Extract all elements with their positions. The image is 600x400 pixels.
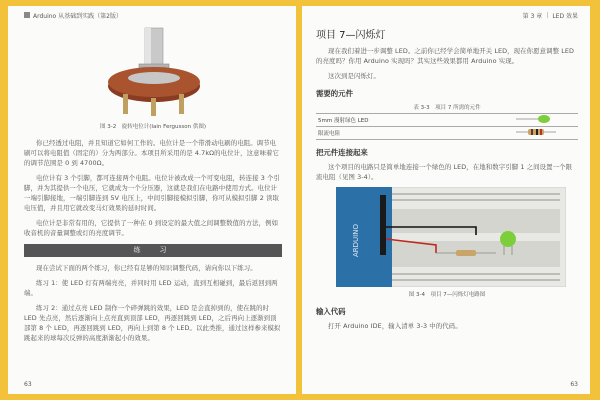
intro-paragraph: 现在我们着进一步调整 LED。之前你已经学会简单地开关 LED，现在你愿意调整 LED 的亮度吗？你用 Arduino 实现吗？其实这些效果都用 Arduino 实现。 [316, 47, 575, 65]
exercise-item: 练习 1：使 LED 灯有两端亮亮，并同时用 LED 运动，直到互相碰到，最后返回到两端。 [24, 279, 278, 297]
running-head-left [24, 6, 282, 20]
parts-heading: 需要的元件 [316, 89, 353, 98]
parts-table [316, 113, 578, 140]
potentiometer-illustration [63, 24, 243, 119]
connect-paragraph: 这个项目的电路只是简单地连接一个绿色的 LED，在地和数字引脚 1 之间设置一个限流电阻（见图 3-4）。 [316, 163, 573, 181]
paragraph: 你已经透过电阻，并且知道它如何工作的。电位计是一个带滑动电刷的电阻。调节电刷可以将电阻值（固定的）分为两部分。本项目所采用的是 4.7kΩ的电位计，这意味着它的调节范围是 0 到 4700Ω。 [24, 139, 280, 167]
table-row [316, 127, 578, 140]
connect-heading: 把元件连接起来 [316, 148, 368, 157]
page-number-left: 63 [24, 381, 32, 388]
right-page [302, 6, 590, 394]
breadboard-illustration [336, 187, 566, 287]
breadboard-caption: 图 3-4 项目 7—闪烁灯电路图 [408, 292, 486, 298]
potentiometer-figure [63, 24, 243, 119]
table-row [316, 114, 578, 127]
paragraph: 电位计有 3 个引脚，都可连接两个电阻。电位计被改成一个可变电阻，转连接 3 个引脚，并为其提供一个电压，它就成为一个分压器，这就是我们在电路中使用方式。电位计一端引脚接地，一端引脚连到 5V 电压上，中间引脚接模拟引脚，你可从模拟引脚 2 读取电压值，并且用它就改变马灯效果的延时时间。 [24, 174, 281, 212]
chapter-topic: LED 效果 [552, 12, 578, 20]
part-name: 5mm 漫射绿色 LED [316, 114, 514, 127]
exercise-intro: 现在尝试下面的两个练习，你已经有足够的知识调整代码，请向你以下练习。 [36, 264, 257, 272]
arduino-logo-text: ARDUINO [352, 224, 360, 257]
project-title: 项目 7—闪烁灯 [316, 30, 386, 41]
code-heading: 输入代码 [316, 307, 346, 316]
book-icon [24, 12, 30, 18]
led-icon [514, 114, 578, 127]
figure-caption: 图 3-2 旋转电位计(Iain Fergusson 供图) [100, 124, 206, 130]
running-head-right [316, 6, 578, 20]
page-number-right: 63 [570, 381, 578, 388]
code-paragraph: 打开 Arduino IDE，输入清单 3-3 中的代码。 [328, 322, 462, 330]
table-caption: 表 3-3 项目 7 所需的元件 [413, 105, 481, 111]
exercise-header: 练 习 [24, 244, 282, 257]
part-name: 限流电阻 [316, 127, 514, 140]
breadboard-figure [336, 187, 566, 287]
paragraph: 电位计是非常有用的，它提供了一种在 0 到设定的最大值之间调整数值的方法，例如收音机的音量调整或灯的亮度调节。 [24, 219, 279, 237]
resistor-icon [514, 127, 578, 140]
intro-paragraph-2: 这次到是闪烁灯。 [328, 72, 380, 80]
separator: | [546, 11, 549, 19]
book-title: Arduino 从基础到实践（第2版） [33, 12, 122, 20]
left-page [8, 6, 296, 394]
chapter-label: 第 3 章 [522, 12, 543, 20]
exercise-item: 练习 2：通过点亮 LED 制作一个碎弹跳的效果，LED 是会直掉到的，使在跳的时 LED 先点亮，然后逐渐向上点亮直到顶部 LED，再逐回跳到 LED，之后再向上逐渐到顶部第 8 个 LED，再逐回跳到 LED，再向上到第 8 个 LED。以此类推，通过这样参来模拟跳起来的球每次反弹的高度渐渐起小的效果。 [24, 304, 281, 342]
